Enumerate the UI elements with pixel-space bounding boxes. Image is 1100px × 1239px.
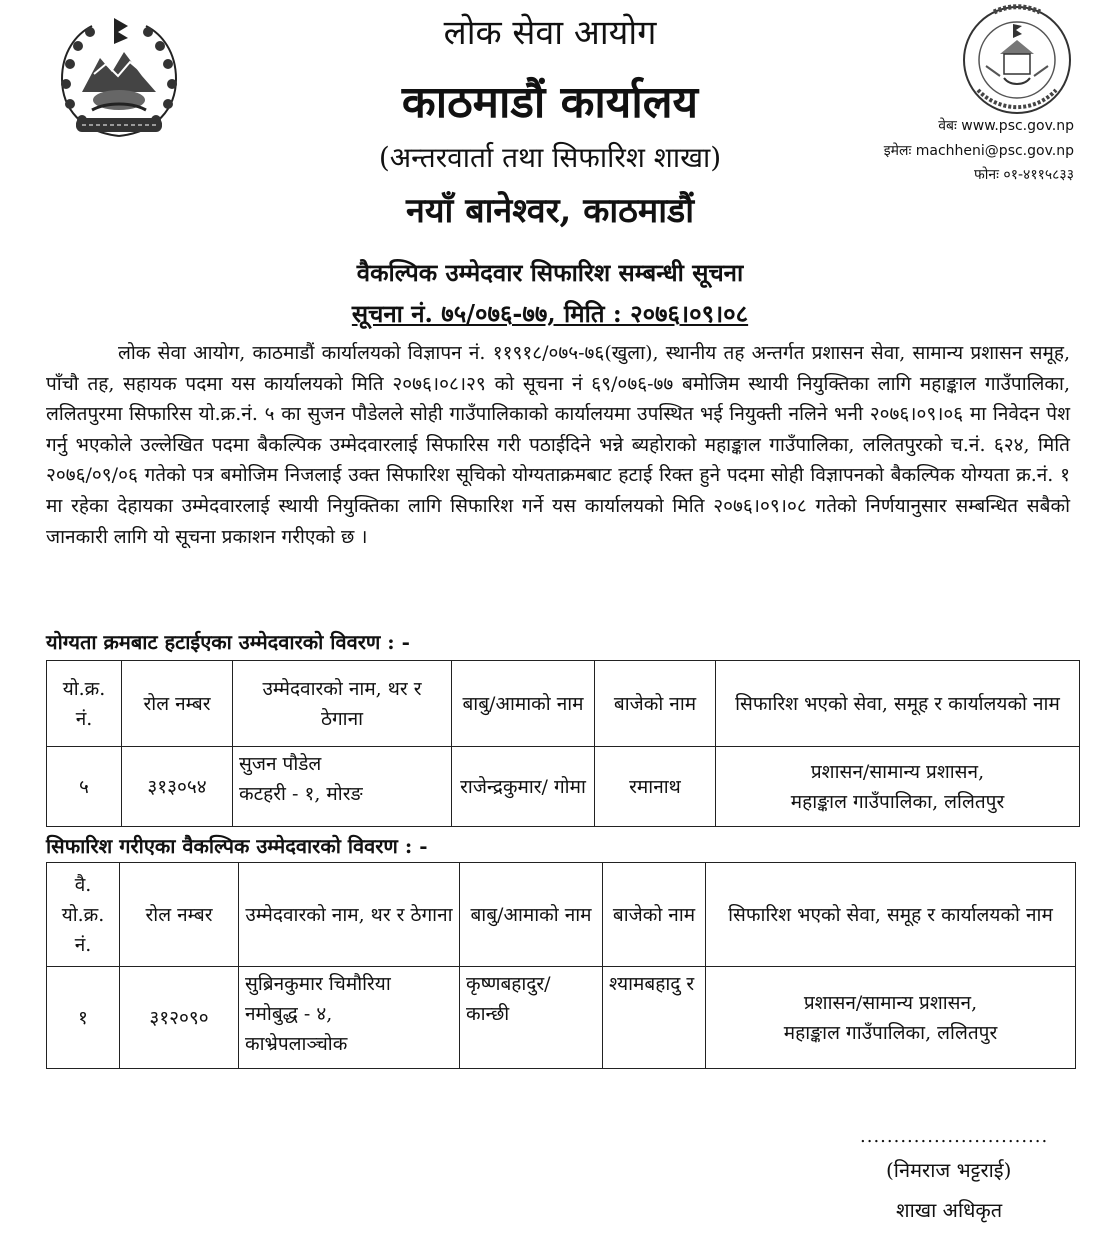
cell-parents: राजेन्द्रकुमार/ गोमा [452,747,595,827]
table-header-row [47,863,1076,967]
candidate-address: कटहरी - १, मोरङ [239,783,363,805]
table-row [47,967,1076,1069]
phone-text: फोनः ०१-४११५८३३ [973,167,1074,183]
service-group: प्रशासन/सामान्य प्रशासन, [803,991,978,1014]
col-name: उम्मेदवारको नाम, थर र ठेगाना [239,863,460,967]
col-grandfather: बाजेको नाम [603,863,706,967]
cell-roll: ३१२०९० [120,967,239,1069]
alternate-section-title: सिफारिश गरीएका वैकल्पिक उम्मेदवारको विवरण : - [46,834,428,858]
candidate-name: सुब्रिनकुमार चिमौरिया [245,973,391,995]
notice-number: सूचना नं. ७५/०७६-७७, मिति : २०७६।०९।०८ [351,299,749,328]
signature-line: ............................ [860,1126,1049,1147]
cell-name [233,747,452,827]
col-roll: रोल नम्बर [120,863,239,967]
website-text: वेबः www.psc.gov.np [938,118,1074,134]
candidate-address-line1: नमोबुद्ध - ४, [245,1003,333,1025]
notice-subject: वैकल्पिक उम्मेदवार सिफारिश सम्बन्धी सूचना [356,258,744,287]
service-office: महाङ्काल गाउँपालिका, ललितपुर [783,1021,998,1044]
col-service: सिफारिश भएको सेवा, समूह र कार्यालयको नाम [716,661,1080,747]
table-row [47,747,1080,827]
removed-candidate-table [46,660,1080,827]
service-office: महाङ्काल गाउँपालिका, ललितपुर [790,790,1005,813]
col-grandfather: बाजेको नाम [595,661,716,747]
cell-grandfather: रमानाथ [595,747,716,827]
col-name: उम्मेदवारको नाम, थर र ठेगाना [233,661,452,747]
table-header-row [47,661,1080,747]
signer-name: (निमराज भट्टराई) [886,1158,1012,1182]
cell-service [706,967,1076,1069]
candidate-address-line2: काभ्रेपलाञ्चोक [245,1033,348,1055]
col-sn: यो.क्र. नं. [47,661,122,747]
cell-roll: ३१३०५४ [122,747,233,827]
col-service: सिफारिश भएको सेवा, समूह र कार्यालयको नाम [706,863,1076,967]
notice-body: लोक सेवा आयोग, काठमाडौं कार्यालयको विज्ञापन नं. ११९१८/०७५-७६(खुला), स्थानीय तह अन्तर्गत प्रशासन सेवा, सामान्य प्रशासन समूह, पाँचौ तह, सहायक पदमा यस कार्यालयको मिति २०७६।०८।२९ को सूचना नं ६९/०७६-७७ बमोजिम स्थायी नियुक्तिका लागि महाङ्काल गाउँपालिका, ललितपुरमा सिफारिस यो.क्र.नं. ५ का सुजन पौडेलले सोही गाउँपालिकाको कार्यालयमा उपस्थित भई नियुक्ती नलिने भनी २०७६।०९।०६ मा निवेदन पेश गर्नु भएकोले उल्लेखित पदमा बैकल्पिक उम्मेदवारलाई सिफारिस गरी पठाईदिने भन्ने ब्यहोराको महाङ्काल गाउँपालिका, ललितपुरको च.नं. ६२४, मिति २०७६/०९/०६ गतेको पत्र बमोजिम निजलाई उक्त सिफारिश सूचिको योग्यताक्रमबाट हटाई रिक्त हुने पदमा सोही विज्ञापनको बैकल्पिक योग्यता क्र.नं. १ मा रहेका देहायका उम्मेदवारलाई स्थायी नियुक्तिका लागि सिफारिश गर्ने यस कार्यालयको मिति २०७६।०९।०८ गतेको निर्णयानुसार सम्बन्धित सबैको जानकारी लागि यो सूचना प्रकाशन गरीएको छ । [46,342,1070,548]
org-name: लोक सेवा आयोग [443,13,657,53]
col-sn: वै. यो.क्र. नं. [47,863,120,967]
cell-sn: ५ [47,747,122,827]
office-address: नयाँ बानेश्वर, काठमाडौं [405,191,695,231]
removed-section-title: योग्यता क्रमबाट हटाईएका उम्मेदवारको विवरण : - [46,630,410,654]
col-roll: रोल नम्बर [122,661,233,747]
signer-title: शाखा अधिकृत [896,1198,1003,1222]
col-parents: बाबु/आमाको नाम [452,661,595,747]
cell-grandfather: श्यामबहादु र [603,967,706,1069]
alternate-candidate-table [46,862,1076,1069]
cell-name [239,967,460,1069]
candidate-name: सुजन पौडेल [239,753,322,775]
service-group: प्रशासन/सामान्य प्रशासन, [810,760,985,783]
cell-service [716,747,1080,827]
branch-name: (अन्तरवार्ता तथा सिफारिश शाखा) [378,141,722,174]
office-name: काठमाडौं कार्यालय [401,77,699,128]
col-parents: बाबु/आमाको नाम [460,863,603,967]
cell-parents: कृष्णबहादुर/ कान्छी [460,967,603,1069]
email-text: इमेलः machheni@psc.gov.np [883,143,1074,159]
cell-sn: १ [47,967,120,1069]
